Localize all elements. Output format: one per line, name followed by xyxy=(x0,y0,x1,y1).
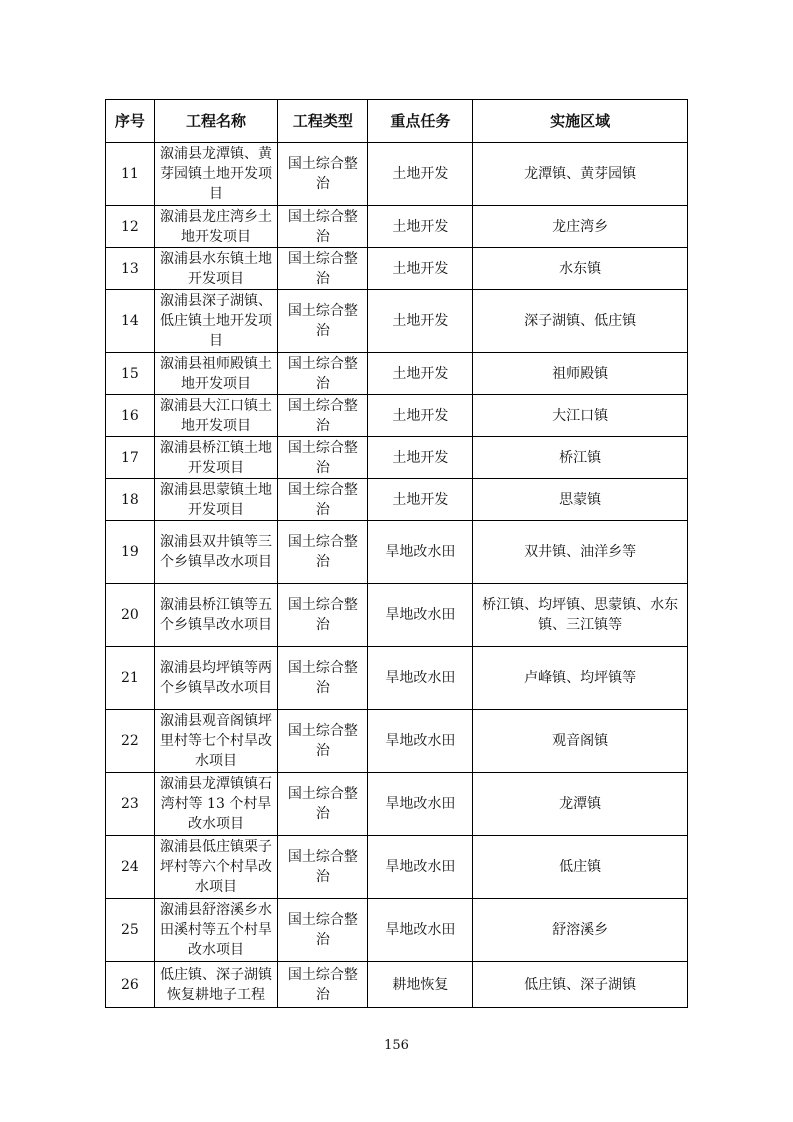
cell-key-task: 土地开发 xyxy=(368,395,473,437)
cell-project-type: 国土综合整治 xyxy=(278,437,368,479)
cell-key-task: 旱地改水田 xyxy=(368,899,473,962)
cell-no: 14 xyxy=(106,290,155,353)
cell-no: 26 xyxy=(106,962,155,1008)
table-header-row xyxy=(106,100,688,143)
cell-no: 11 xyxy=(106,143,155,206)
cell-key-task: 土地开发 xyxy=(368,437,473,479)
cell-project-name: 溆浦县龙庄湾乡土地开发项目 xyxy=(154,206,277,248)
cell-project-name: 溆浦县大江口镇土地开发项目 xyxy=(154,395,277,437)
header-task: 重点任务 xyxy=(368,100,473,143)
cell-area: 低庄镇 xyxy=(473,836,688,899)
cell-area: 低庄镇、深子湖镇 xyxy=(473,962,688,1008)
cell-no: 15 xyxy=(106,353,155,395)
cell-no: 23 xyxy=(106,773,155,836)
cell-key-task: 土地开发 xyxy=(368,248,473,290)
cell-project-name: 溆浦县深子湖镇、低庄镇土地开发项目 xyxy=(154,290,277,353)
table-row xyxy=(106,206,688,248)
cell-key-task: 旱地改水田 xyxy=(368,773,473,836)
table-row xyxy=(106,773,688,836)
cell-no: 13 xyxy=(106,248,155,290)
cell-no: 22 xyxy=(106,710,155,773)
cell-project-name: 溆浦县龙潭镇镇石湾村等 13 个村旱改水项目 xyxy=(154,773,277,836)
cell-project-name: 溆浦县低庄镇栗子坪村等六个村旱改水项目 xyxy=(154,836,277,899)
cell-project-type: 国土综合整治 xyxy=(278,521,368,584)
cell-project-name: 溆浦县思蒙镇土地开发项目 xyxy=(154,479,277,521)
cell-project-type: 国土综合整治 xyxy=(278,773,368,836)
cell-project-name: 溆浦县龙潭镇、黄芽园镇土地开发项目 xyxy=(154,143,277,206)
cell-no: 12 xyxy=(106,206,155,248)
cell-area: 大江口镇 xyxy=(473,395,688,437)
cell-project-type: 国土综合整治 xyxy=(278,899,368,962)
cell-area: 双井镇、油洋乡等 xyxy=(473,521,688,584)
table-row xyxy=(106,479,688,521)
cell-key-task: 旱地改水田 xyxy=(368,647,473,710)
cell-no: 24 xyxy=(106,836,155,899)
cell-project-type: 国土综合整治 xyxy=(278,143,368,206)
cell-key-task: 耕地恢复 xyxy=(368,962,473,1008)
header-no: 序号 xyxy=(106,100,155,143)
cell-no: 17 xyxy=(106,437,155,479)
header-area: 实施区域 xyxy=(473,100,688,143)
cell-area: 观音阁镇 xyxy=(473,710,688,773)
cell-project-type: 国土综合整治 xyxy=(278,836,368,899)
table-row xyxy=(106,962,688,1008)
cell-area: 思蒙镇 xyxy=(473,479,688,521)
cell-area: 龙庄湾乡 xyxy=(473,206,688,248)
cell-project-name: 溆浦县水东镇土地开发项目 xyxy=(154,248,277,290)
cell-area: 水东镇 xyxy=(473,248,688,290)
cell-project-name: 低庄镇、深子湖镇恢复耕地子工程 xyxy=(154,962,277,1008)
table-row xyxy=(106,395,688,437)
header-type: 工程类型 xyxy=(278,100,368,143)
cell-key-task: 土地开发 xyxy=(368,206,473,248)
cell-key-task: 旱地改水田 xyxy=(368,584,473,647)
table-row xyxy=(106,584,688,647)
cell-project-type: 国土综合整治 xyxy=(278,710,368,773)
cell-key-task: 旱地改水田 xyxy=(368,836,473,899)
cell-project-type: 国土综合整治 xyxy=(278,479,368,521)
cell-area: 桥江镇、均坪镇、思蒙镇、水东镇、三江镇等 xyxy=(473,584,688,647)
cell-no: 16 xyxy=(106,395,155,437)
table-row xyxy=(106,290,688,353)
table-row xyxy=(106,248,688,290)
cell-area: 祖师殿镇 xyxy=(473,353,688,395)
header-name: 工程名称 xyxy=(154,100,277,143)
cell-key-task: 旱地改水田 xyxy=(368,521,473,584)
table-row xyxy=(106,836,688,899)
cell-area: 桥江镇 xyxy=(473,437,688,479)
cell-area: 深子湖镇、低庄镇 xyxy=(473,290,688,353)
cell-no: 25 xyxy=(106,899,155,962)
cell-no: 18 xyxy=(106,479,155,521)
cell-key-task: 土地开发 xyxy=(368,353,473,395)
page-number: 156 xyxy=(384,1038,409,1053)
cell-key-task: 土地开发 xyxy=(368,290,473,353)
cell-project-name: 溆浦县双井镇等三个乡镇旱改水项目 xyxy=(154,521,277,584)
cell-project-name: 溆浦县均坪镇等两个乡镇旱改水项目 xyxy=(154,647,277,710)
cell-project-name: 溆浦县祖师殿镇土地开发项目 xyxy=(154,353,277,395)
cell-project-type: 国土综合整治 xyxy=(278,248,368,290)
table-row xyxy=(106,521,688,584)
cell-project-name: 溆浦县桥江镇等五个乡镇旱改水项目 xyxy=(154,584,277,647)
table-row xyxy=(106,647,688,710)
cell-project-type: 国土综合整治 xyxy=(278,647,368,710)
cell-project-type: 国土综合整治 xyxy=(278,290,368,353)
table-row xyxy=(106,710,688,773)
cell-area: 龙潭镇 xyxy=(473,773,688,836)
cell-no: 19 xyxy=(106,521,155,584)
cell-no: 21 xyxy=(106,647,155,710)
cell-area: 舒溶溪乡 xyxy=(473,899,688,962)
cell-key-task: 旱地改水田 xyxy=(368,710,473,773)
table-body xyxy=(106,143,688,1008)
cell-no: 20 xyxy=(106,584,155,647)
cell-project-name: 溆浦县舒溶溪乡水田溪村等五个村旱改水项目 xyxy=(154,899,277,962)
cell-project-name: 溆浦县桥江镇土地开发项目 xyxy=(154,437,277,479)
table-row xyxy=(106,899,688,962)
cell-project-name: 溆浦县观音阁镇坪里村等七个村旱改水项目 xyxy=(154,710,277,773)
table-row xyxy=(106,353,688,395)
cell-project-type: 国土综合整治 xyxy=(278,206,368,248)
cell-project-type: 国土综合整治 xyxy=(278,584,368,647)
cell-area: 卢峰镇、均坪镇等 xyxy=(473,647,688,710)
cell-project-type: 国土综合整治 xyxy=(278,962,368,1008)
table-row xyxy=(106,143,688,206)
cell-key-task: 土地开发 xyxy=(368,479,473,521)
cell-project-type: 国土综合整治 xyxy=(278,395,368,437)
cell-key-task: 土地开发 xyxy=(368,143,473,206)
cell-area: 龙潭镇、黄芽园镇 xyxy=(473,143,688,206)
cell-project-type: 国土综合整治 xyxy=(278,353,368,395)
table-row xyxy=(106,437,688,479)
project-table xyxy=(105,99,688,1008)
